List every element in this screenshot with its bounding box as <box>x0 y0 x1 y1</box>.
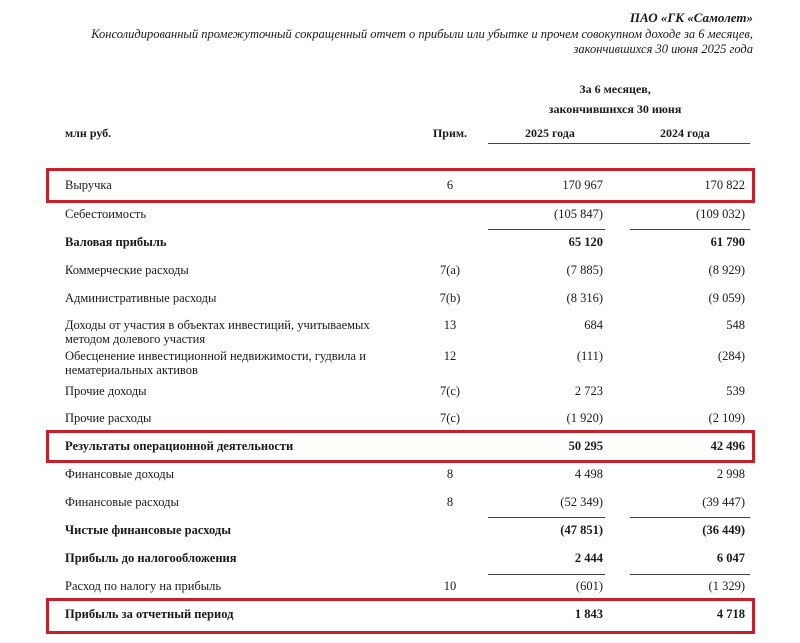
value-2024: 4 718 <box>716 607 745 621</box>
value-2024: (39 447) <box>702 495 745 509</box>
row-label: Финансовые доходы <box>65 467 174 481</box>
row-label: Финансовые расходы <box>65 495 179 509</box>
row-label: Прибыль до налогообложения <box>65 551 237 565</box>
row-label: Прибыль за отчетный период <box>65 607 234 621</box>
value-2025: (601) <box>575 579 603 593</box>
row-label: Доходы от участия в объектах инвестиций, учитываемых методом долевого участия <box>65 318 370 346</box>
subtotal-rule <box>630 574 750 575</box>
value-2024: 61 790 <box>710 235 745 249</box>
row-note: 12 <box>443 349 457 363</box>
value-2025: 684 <box>584 318 603 332</box>
row-note: 7(b) <box>439 291 461 305</box>
row-note: 6 <box>446 178 454 192</box>
row-label: Прочие доходы <box>65 384 147 398</box>
value-2025: (1 920) <box>566 411 603 425</box>
subtotal-rule <box>488 517 605 518</box>
row-label: Себестоимость <box>65 207 147 221</box>
value-2024: 6 047 <box>716 551 745 565</box>
value-2025: (8 316) <box>566 291 603 305</box>
row-label: Обесценение инвестиционной недвижимости, гудвила и нематериальных активов <box>65 349 366 377</box>
value-2024: 539 <box>726 384 745 398</box>
value-2025: (7 885) <box>566 263 603 277</box>
value-2024: (36 449) <box>702 523 745 537</box>
row-note: 7(c) <box>439 411 461 425</box>
value-2025: 50 295 <box>568 439 603 453</box>
value-2024: 548 <box>726 318 745 332</box>
company-name: ПАО «ГК «Самолет» <box>629 10 753 25</box>
subtotal-rule <box>630 229 750 230</box>
value-2024: (8 929) <box>708 263 745 277</box>
row-label: Валовая прибыль <box>65 235 167 249</box>
subtotal-rule <box>630 517 750 518</box>
value-2024: (284) <box>717 349 745 363</box>
value-2025: 1 843 <box>574 607 603 621</box>
row-note: 7(a) <box>439 263 461 277</box>
value-2025: 170 967 <box>562 178 603 192</box>
value-2025: (105 847) <box>554 207 603 221</box>
value-2025: 4 498 <box>574 467 603 481</box>
highlight-box-operating-result <box>46 430 755 463</box>
value-2024: 42 496 <box>710 439 745 453</box>
value-2025: 2 723 <box>574 384 603 398</box>
period-heading-line2: закончившихся 30 июня <box>548 102 682 116</box>
row-label: Расход по налогу на прибыль <box>65 579 222 593</box>
row-note: 8 <box>446 495 454 509</box>
row-note: 8 <box>446 467 454 481</box>
unit-label: млн руб. <box>65 126 112 140</box>
row-note: 10 <box>443 579 457 593</box>
value-2025: 65 120 <box>568 235 603 249</box>
value-2025: (52 349) <box>560 495 603 509</box>
value-2024: (2 109) <box>708 411 745 425</box>
period-heading-line1: За 6 месяцев, <box>579 82 651 96</box>
value-2024: 2 998 <box>716 467 745 481</box>
row-note: 7(c) <box>439 384 461 398</box>
row-note: 13 <box>443 318 457 332</box>
row-label: Прочие расходы <box>65 411 152 425</box>
row-label: Результаты операционной деятельности <box>65 439 294 453</box>
header-underline <box>488 143 750 144</box>
year-2024-header: 2024 года <box>660 126 710 140</box>
row-label: Выручка <box>65 178 112 192</box>
note-column-header: Прим. <box>432 126 468 140</box>
value-2024: 170 822 <box>704 178 745 192</box>
row-label: Коммерческие расходы <box>65 263 189 277</box>
year-2025-header: 2025 года <box>525 126 575 140</box>
subtotal-rule <box>488 574 605 575</box>
value-2025: (47 851) <box>560 523 603 537</box>
row-label: Административные расходы <box>65 291 217 305</box>
value-2024: (9 059) <box>708 291 745 305</box>
value-2025: 2 444 <box>574 551 603 565</box>
report-title: Консолидированный промежуточный сокращенный отчет о прибыли или убытке и прочем совокупном доходе за 6 месяцев, закончившихся 30 июня 2025 года <box>91 27 753 56</box>
highlight-box-revenue <box>46 168 755 203</box>
value-2024: (1 329) <box>708 579 745 593</box>
value-2025: (111) <box>576 349 603 363</box>
value-2024: (109 032) <box>696 207 745 221</box>
highlight-box-net-profit <box>46 598 755 634</box>
subtotal-rule <box>488 229 605 230</box>
row-label: Чистые финансовые расходы <box>65 523 232 537</box>
